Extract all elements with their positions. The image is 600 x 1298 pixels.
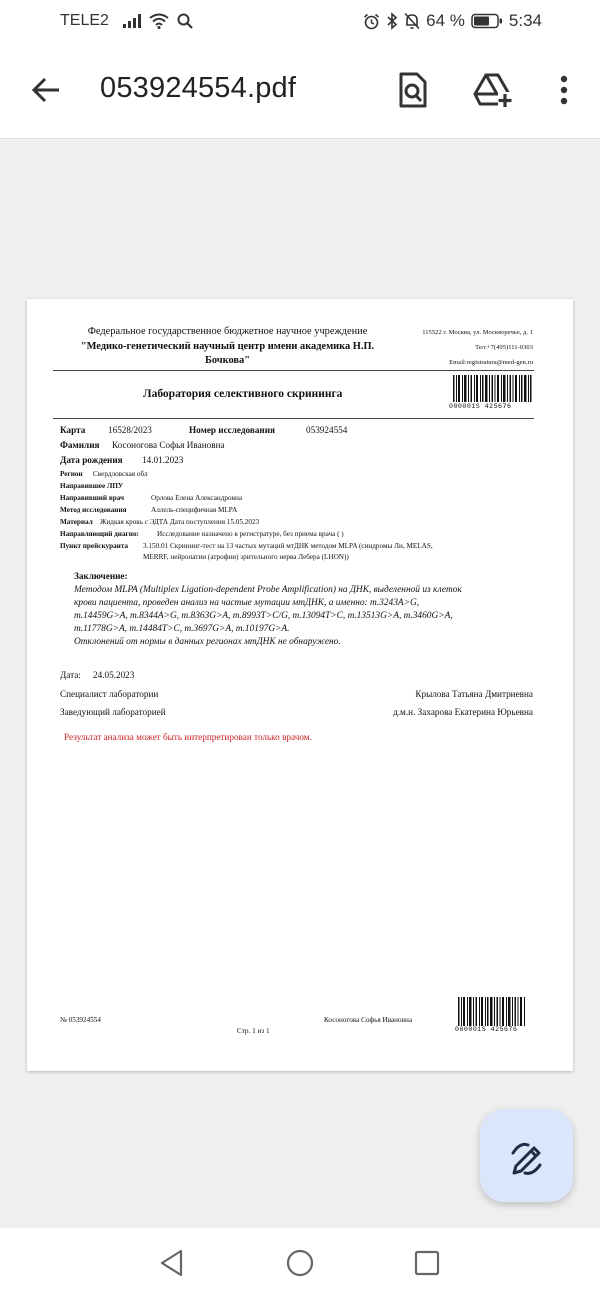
barcode-top — [452, 375, 532, 402]
lab-address: 115522 г. Москва, ул. Москворечье, д. 1 — [422, 329, 533, 336]
date-value: 24.05.2023 — [93, 670, 135, 680]
nav-home-icon[interactable] — [285, 1248, 315, 1278]
barcode-footer-number: 000001S 425676 — [455, 1026, 518, 1033]
specialist-name: Крылова Татьяна Дмитриевна — [415, 689, 533, 699]
lab-phone: Тел:+7(495)111-0303 — [475, 344, 533, 351]
region-label: Регион — [60, 470, 83, 478]
clock: 5:34 — [508, 11, 542, 30]
add-to-drive-icon[interactable] — [473, 70, 513, 110]
search-icon — [177, 13, 193, 29]
status-bar — [0, 0, 600, 44]
conclusion-line: Отклонений от нормы в данных регионах мтДНК не обнаружено. — [74, 637, 341, 647]
price-item-line2: MERRF, нейропатии (атрофии) зрительного нерва Лебера (LHON)) — [143, 553, 349, 561]
barcode-footer — [457, 997, 527, 1026]
footer-patient: Косоногова Софья Ивановна — [324, 1016, 413, 1024]
patient-name: Косоногова Софья Ивановна — [112, 440, 225, 450]
material-value: Жидкая кровь с ЭДТА Дата поступления 15.05.2023 — [100, 518, 260, 526]
card-value: 16528/2023 — [108, 425, 152, 435]
nav-back-icon[interactable] — [157, 1248, 187, 1278]
card-label: Карта — [60, 425, 86, 435]
referring-lpu-label: Направившее ЛПУ — [60, 482, 124, 490]
referring-doctor-value: Орлова Елена Александровна — [151, 494, 243, 502]
footer-number: № 053924554 — [60, 1016, 101, 1024]
title-rule — [53, 418, 534, 419]
specialist-label: Специалист лаборатории — [60, 689, 159, 699]
date-label: Дата: — [60, 670, 81, 680]
file-name: 053924554.pdf — [100, 72, 297, 104]
birthdate-value: 14.01.2023 — [142, 455, 184, 465]
conclusion-title: Заключение: — [74, 571, 128, 581]
back-arrow-icon[interactable] — [28, 72, 64, 108]
institution-line1: Федеральное государственное бюджетное научное учреждение — [87, 326, 368, 337]
referring-doctor-label: Направивший врач — [60, 494, 125, 502]
more-vert-icon[interactable] — [544, 70, 584, 110]
institution-line3: Бочкова" — [204, 355, 251, 366]
head-name: д.м.н. Захарова Екатерина Юрьевна — [393, 707, 533, 717]
pen-draw-icon — [480, 1109, 573, 1202]
conclusion-line: Методом MLPA (Multiplex Ligation-dependent Probe Amplification) на ДНК, выделенной из клеток — [74, 585, 462, 595]
pdf-page[interactable] — [27, 299, 573, 1071]
method-value: Аллель-специфичная MLPA — [151, 506, 238, 514]
footer-page: Стр. 1 из 1 — [237, 1027, 270, 1035]
study-number-value: 053924554 — [306, 425, 348, 435]
region-value: Свердловская обл — [93, 470, 148, 478]
carrier-name: TELE2 — [60, 12, 109, 29]
app-bar — [0, 44, 600, 139]
lab-email: Email:registratura@med-gen.ru — [449, 359, 533, 366]
birthdate-label: Дата рождения — [60, 455, 123, 465]
mute-bell-icon — [404, 12, 420, 30]
method-label: Метод исследования — [60, 506, 127, 514]
wifi-icon — [149, 13, 169, 29]
bluetooth-icon — [386, 12, 398, 30]
study-number-label: Номер исследования — [189, 425, 275, 435]
header-rule — [53, 370, 534, 371]
diagnosis-value: Исследование назначено в регистратуре, без приема врача ( ) — [157, 530, 344, 538]
institution-line2: "Медико-генетический научный центр имени академика Н.П. — [80, 341, 375, 352]
conclusion-line: m.11778G>A, m.14484T>C, m.3697G>A, m.10197G>A. — [74, 624, 290, 634]
nav-recents-icon[interactable] — [412, 1248, 442, 1278]
system-nav-bar — [0, 1228, 600, 1298]
surname-label: Фамилия — [60, 440, 100, 450]
diagnosis-label: Направляющий диагно: — [60, 530, 139, 538]
material-label: Материал — [60, 518, 93, 526]
battery-icon — [471, 13, 503, 29]
conclusion-line: m.14459G>A, m.8344A>G, m.8363G>A, m.8993T>C/G, m.13094T>C, m.13513G>A, m.3460G>A, — [74, 611, 453, 621]
lab-title: Лаборатория селективного скрининга — [143, 388, 343, 400]
annotate-fab-button[interactable] — [480, 1109, 573, 1202]
conclusion-line: крови пациента, проведен анализ на частые мутации мтДНК, а именно: m.3243A>G, — [74, 598, 420, 608]
warning-text: Результат анализа может быть интерпретирован только врачом. — [64, 732, 312, 742]
price-item-label: Пункт прейскуранта — [60, 542, 129, 550]
signal-icon — [123, 14, 141, 28]
price-item-line1: 3.150.01 Скрининг-тест на 13 частых мутаций мтДНК методом MLPA (синдромы Ли, MELAS, — [143, 542, 433, 550]
find-in-page-icon[interactable] — [393, 70, 433, 110]
alarm-icon — [363, 13, 380, 30]
battery-percent: 64 % — [426, 11, 465, 30]
head-label: Заведующий лабораторией — [60, 707, 166, 717]
barcode-top-number: 000001S 425676 — [449, 403, 512, 410]
